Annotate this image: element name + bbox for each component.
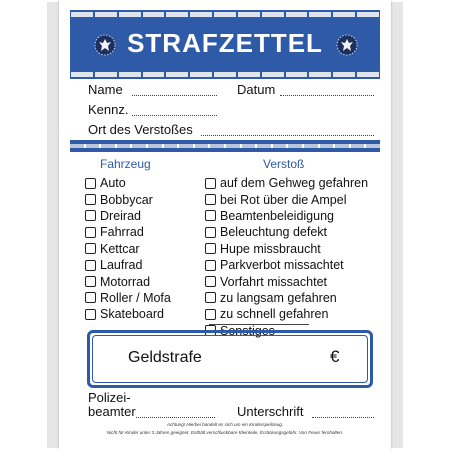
- ticket-sheet: [59, 0, 391, 450]
- pad-edge-right: [391, 2, 403, 448]
- vehicle-option[interactable]: Fahrrad: [85, 224, 171, 240]
- checkbox[interactable]: [85, 210, 96, 221]
- checkbox[interactable]: [85, 178, 96, 189]
- section-divider: [70, 140, 380, 154]
- vehicle-option[interactable]: Roller / Mofa: [85, 290, 171, 306]
- violation-option[interactable]: Sonstiges: [205, 323, 368, 339]
- checkbox[interactable]: [205, 227, 216, 238]
- checkbox[interactable]: [85, 292, 96, 303]
- checkbox[interactable]: [85, 309, 96, 320]
- checkbox[interactable]: [205, 194, 216, 205]
- plate-label: Kennz.: [88, 102, 129, 117]
- fine-label: Geldstrafe: [128, 349, 202, 366]
- officer-label-line2: beamter: [88, 404, 136, 419]
- vehicle-option[interactable]: Laufrad: [85, 257, 171, 273]
- violation-list: [205, 175, 368, 339]
- violation-option[interactable]: zu langsam gefahren: [205, 290, 368, 306]
- plate-field[interactable]: [132, 115, 217, 116]
- checkbox[interactable]: [205, 178, 216, 189]
- location-label: Ort des Verstoßes: [88, 122, 193, 137]
- vehicle-option[interactable]: Kettcar: [85, 241, 171, 257]
- signature-field[interactable]: [312, 417, 374, 418]
- vehicle-option[interactable]: Dreirad: [85, 208, 171, 224]
- checkbox[interactable]: [205, 243, 216, 254]
- checkbox[interactable]: [85, 276, 96, 287]
- currency-symbol: €: [330, 347, 340, 366]
- pad-edge-left: [47, 2, 59, 448]
- checkbox[interactable]: [85, 227, 96, 238]
- vehicle-section-title: Fahrzeug: [100, 157, 151, 171]
- checkbox[interactable]: [85, 260, 96, 271]
- vehicle-option[interactable]: Auto: [85, 175, 171, 191]
- signature-label: Unterschrift: [237, 404, 304, 419]
- checkbox[interactable]: [205, 292, 216, 303]
- officer-label-line1: Polizei-: [88, 390, 131, 405]
- violation-option[interactable]: zu schnell gefahren: [205, 306, 368, 322]
- checkbox[interactable]: [205, 276, 216, 287]
- officer-field[interactable]: [136, 417, 215, 418]
- other-violation-field[interactable]: [209, 324, 309, 325]
- violation-option[interactable]: Beleuchtung defekt: [205, 224, 368, 240]
- violation-option[interactable]: auf dem Gehweg gefahren: [205, 175, 368, 191]
- date-label: Datum: [237, 82, 276, 97]
- violation-option[interactable]: Hupe missbraucht: [205, 241, 368, 257]
- eagle-emblem-icon: [336, 34, 358, 56]
- footer-warning-line2: Nicht für Kinder unter 3 Jahren geeignet. Enthält verschluckbare Kleinteile, Erstickungsgefahr. Von Feuer fernhalten.: [106, 430, 344, 435]
- date-field[interactable]: [280, 95, 374, 96]
- checkbox[interactable]: [85, 243, 96, 254]
- header-stripes-bottom: [70, 72, 380, 77]
- header-stripes-top: [70, 12, 380, 17]
- fine-box[interactable]: [87, 330, 373, 388]
- page-title: STRAFZETTEL: [127, 28, 323, 58]
- checkbox[interactable]: [85, 194, 96, 205]
- vehicle-option[interactable]: Bobbycar: [85, 191, 171, 207]
- violation-section-title: Verstoß: [263, 157, 305, 171]
- checkbox[interactable]: [205, 210, 216, 221]
- checkbox[interactable]: [205, 260, 216, 271]
- name-field[interactable]: [132, 95, 217, 96]
- location-field[interactable]: [201, 135, 374, 136]
- checkbox[interactable]: [205, 309, 216, 320]
- footer-warning-line1: Achtung! Hierbei handelt es sich um ein Kinderspielzeug.: [166, 422, 284, 427]
- violation-option[interactable]: bei Rot über die Ampel: [205, 191, 368, 207]
- violation-option[interactable]: Beamtenbeleidigung: [205, 208, 368, 224]
- violation-option[interactable]: Vorfahrt missachtet: [205, 273, 368, 289]
- vehicle-list: [85, 175, 171, 323]
- vehicle-option[interactable]: Motorrad: [85, 273, 171, 289]
- vehicle-option[interactable]: Skateboard: [85, 306, 171, 322]
- header-band: [70, 10, 380, 79]
- name-label: Name: [88, 82, 123, 97]
- violation-option[interactable]: Parkverbot missachtet: [205, 257, 368, 273]
